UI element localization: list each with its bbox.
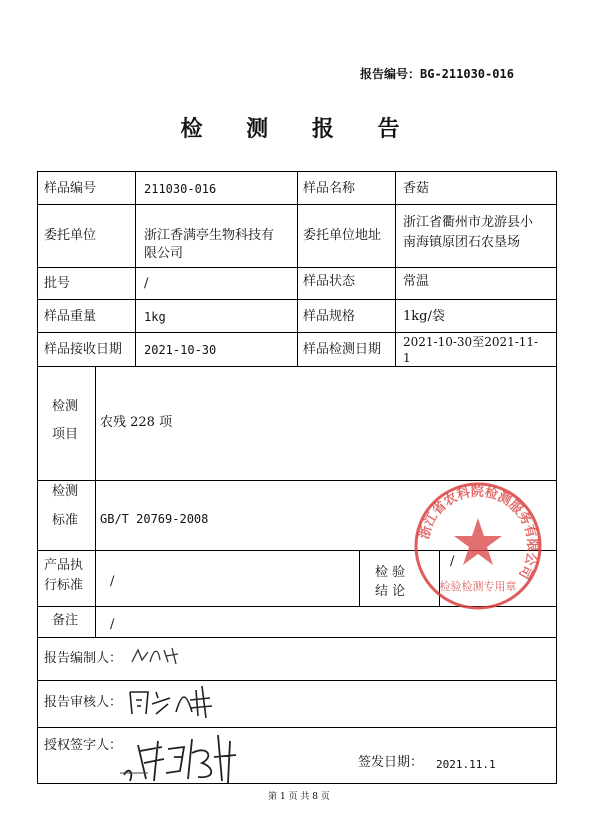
sample-state-value: 常温: [403, 274, 430, 289]
signer-label: 授权签字人：: [44, 738, 123, 753]
stamp-center-text: 检验检测专用章: [439, 580, 517, 593]
reviewer-signature: [126, 682, 221, 722]
test-date-label: 样品检测日期: [303, 342, 382, 357]
conclusion-label-1: 检 验: [375, 565, 406, 580]
page-footer: 第 1 页 共 8 页: [268, 792, 330, 802]
test-item-label-1: 检测: [52, 399, 79, 414]
sample-no-value: 211030-016: [144, 182, 217, 196]
issue-date-value: 2021.11.1: [436, 758, 496, 771]
compiler-signature: [128, 642, 188, 670]
product-standard-label-1: 产品执: [44, 558, 84, 573]
product-standard-label-2: 行标准: [44, 578, 84, 593]
test-item-value: 农残 228 项: [100, 415, 173, 430]
official-seal-stamp: [410, 478, 546, 614]
sample-name-value: 香菇: [403, 181, 430, 196]
test-standard-value: GB/T 20769-2008: [100, 512, 209, 526]
remark-value: /: [110, 617, 115, 632]
sample-no-label: 样品编号: [44, 181, 97, 196]
client-address-label: 委托单位地址: [303, 228, 382, 243]
client-line2: 限公司: [144, 246, 184, 261]
test-date-line2: 1: [403, 351, 411, 365]
batch-label: 批号: [44, 276, 71, 291]
client-label: 委托单位: [44, 228, 97, 243]
product-standard-value: /: [110, 574, 115, 589]
client-address-line1: 浙江省衢州市龙游县小: [403, 215, 534, 230]
sample-state-label: 样品状态: [303, 274, 356, 289]
conclusion-label-2: 结 论: [375, 584, 406, 599]
batch-value: /: [144, 276, 149, 291]
weight-value: 1kg: [144, 310, 166, 324]
test-date-line1: 2021-10-30至2021-11-: [403, 335, 539, 349]
issue-date-label: 签发日期：: [358, 755, 424, 770]
receive-date-value: 2021-10-30: [144, 343, 217, 357]
test-standard-label-2: 标准: [52, 513, 79, 528]
report-table: [37, 171, 557, 784]
reviewer-label: 报告审核人：: [44, 695, 123, 710]
compiler-label: 报告编制人：: [44, 651, 123, 666]
sample-name-label: 样品名称: [303, 181, 356, 196]
spec-value: 1kg/袋: [403, 309, 445, 324]
receive-date-label: 样品接收日期: [44, 342, 123, 357]
remark-label: 备注: [52, 613, 79, 628]
test-item-label-2: 项目: [52, 427, 79, 442]
conclusion-value: /: [450, 554, 455, 569]
test-standard-label-1: 检测: [52, 484, 79, 499]
weight-label: 样品重量: [44, 309, 97, 324]
stamp-ring-text: 浙江省农科院检测服务有限公司: [417, 484, 540, 582]
client-address-line2: 南海镇原团石农垦场: [403, 235, 521, 250]
report-number: 报告编号：BG-211030-016: [360, 67, 514, 81]
document-title: 检 测 报 告: [180, 116, 418, 142]
spec-label: 样品规格: [303, 309, 356, 324]
signer-signature: [118, 727, 248, 785]
client-line1: 浙江香满亭生物科技有: [144, 228, 275, 243]
